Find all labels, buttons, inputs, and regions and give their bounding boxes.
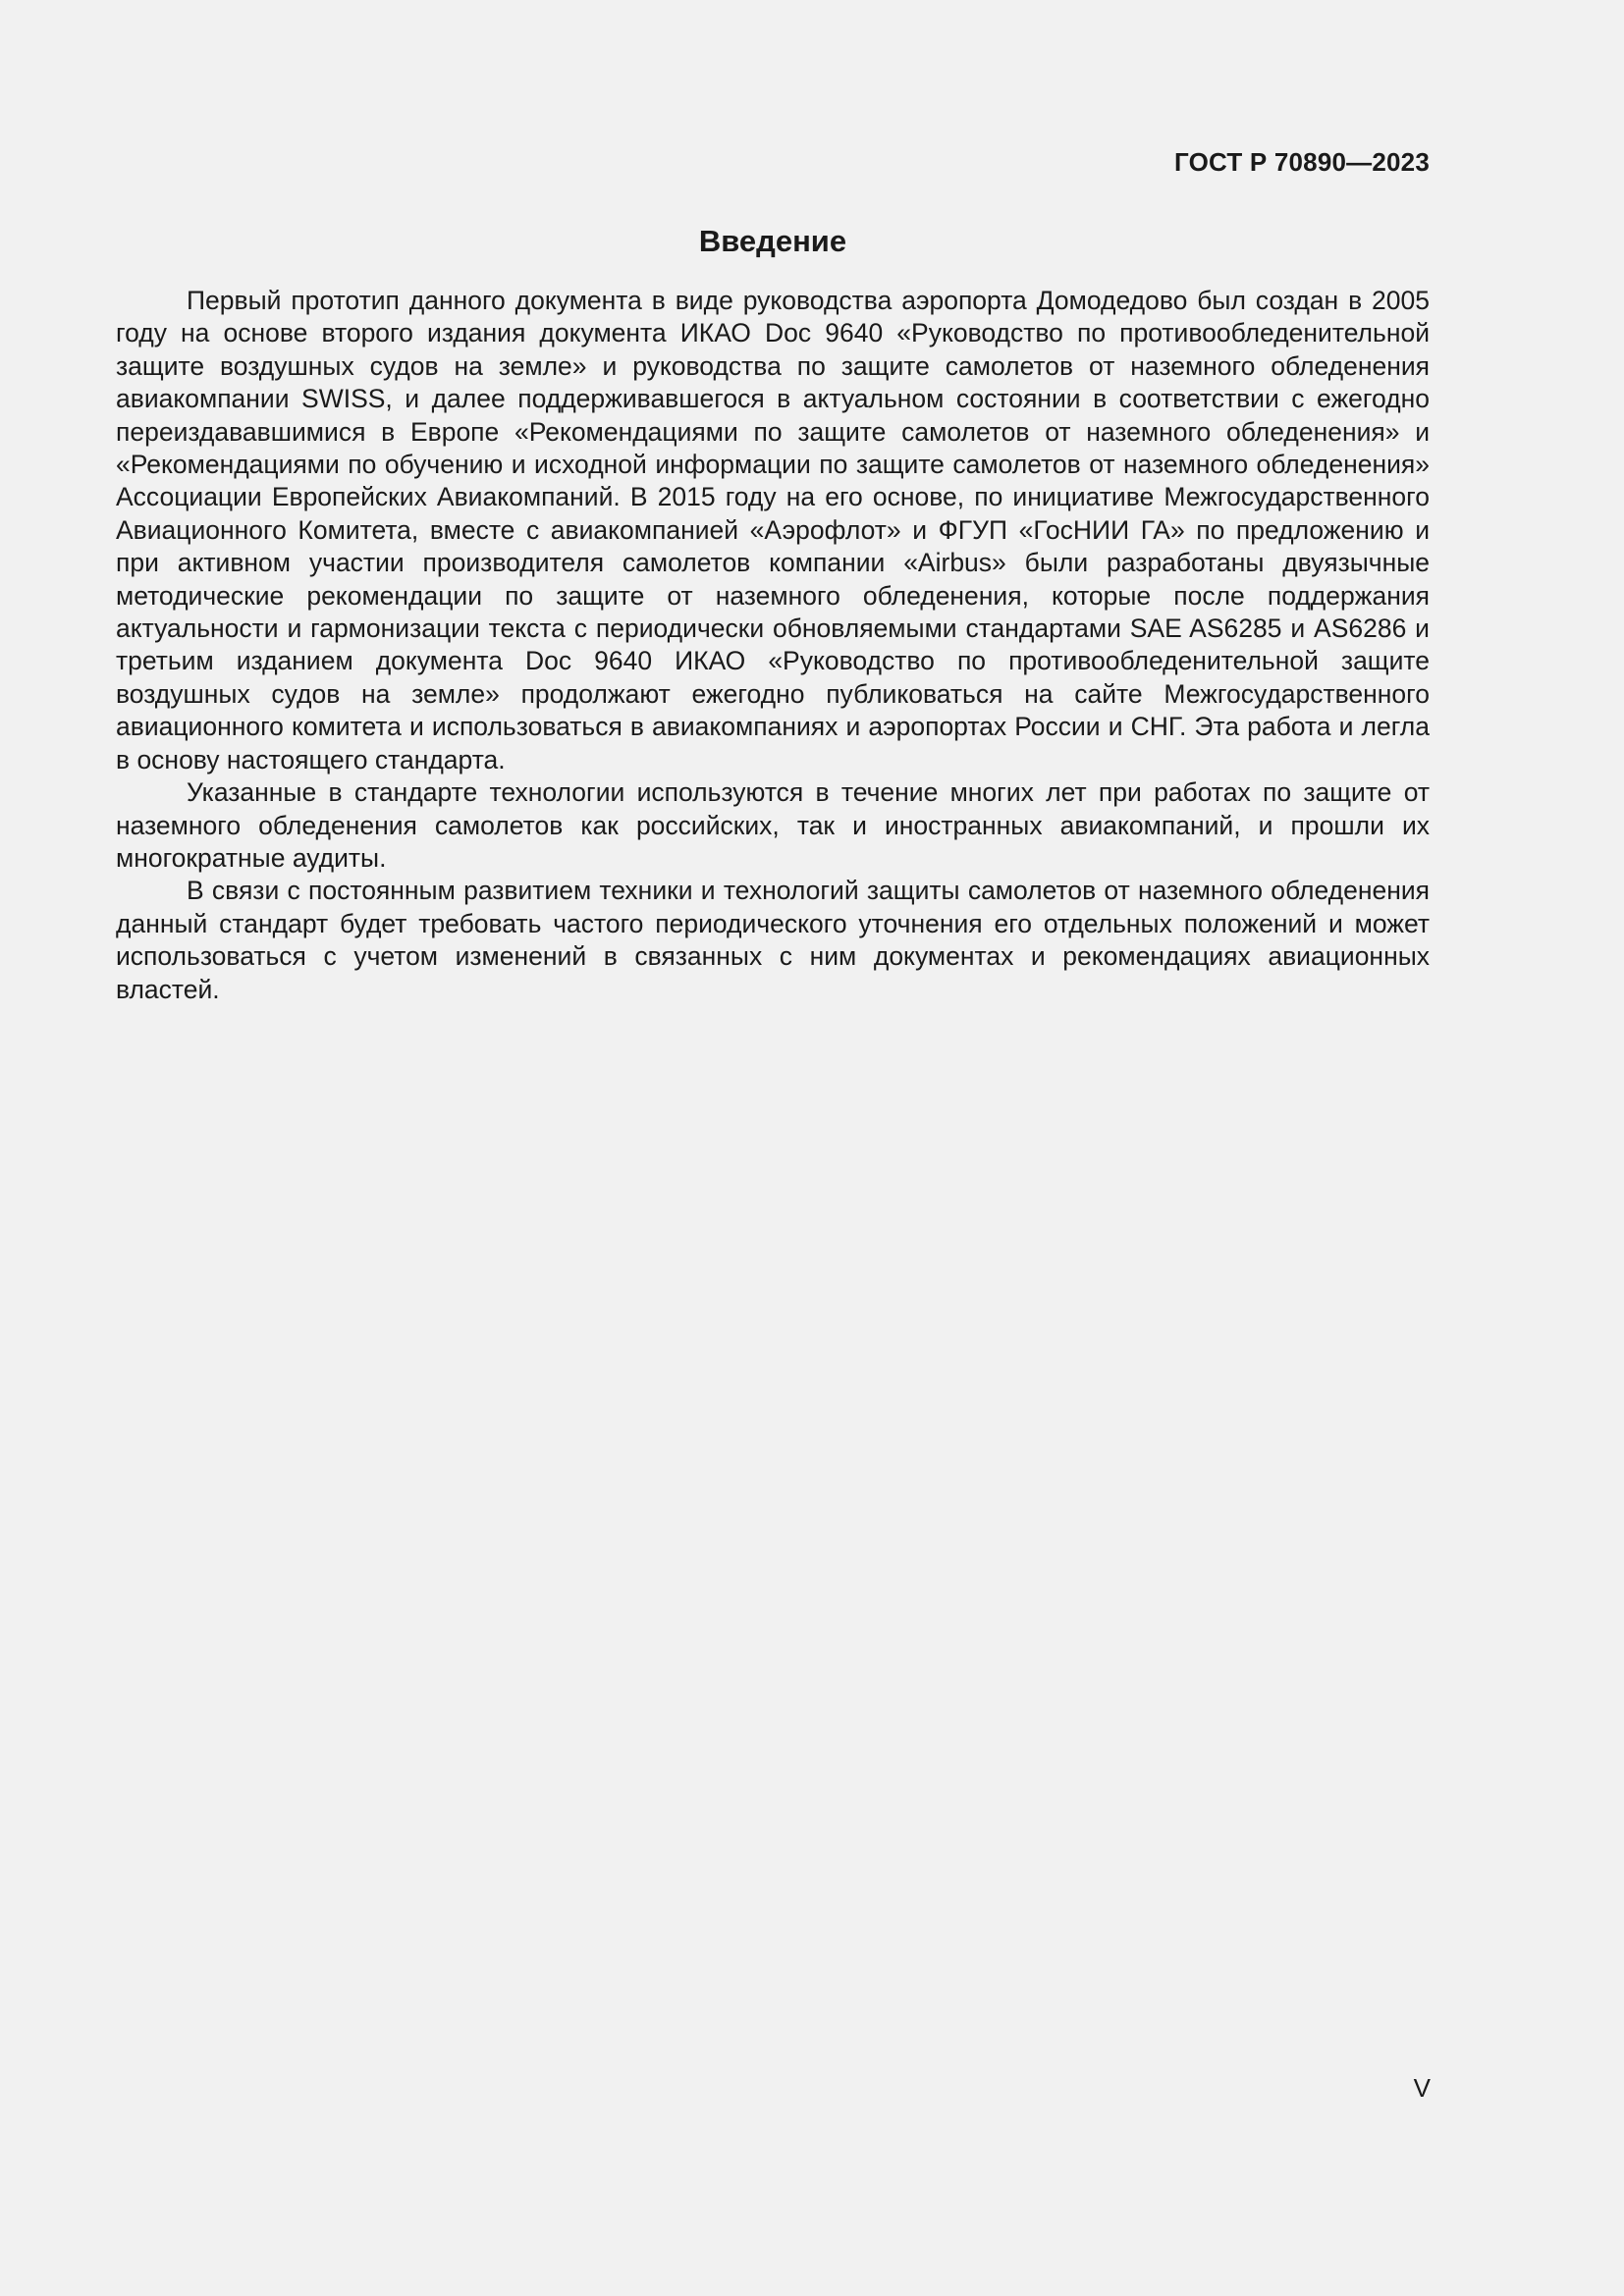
paragraph: Указанные в стандарте технологии используются в течение многих лет при работах по защите от наземного обледенения самолетов как российских, так и иностранных авиакомпаний, и прошли их многократные аудиты. xyxy=(116,777,1430,873)
section-body xyxy=(116,285,1430,1006)
paragraph: Первый прототип данного документа в виде руководства аэропорта Домодедово был создан в 2005 году на основе второго издания документа ИКАО Doc 9640 «Руководство по противообледенительной защите воздушных судов на земле» и руководства по защите самолетов от наземного обледенения авиакомпании SWISS, и далее поддерживавшегося в актуальном состоянии в соответствии с ежегодно переиздававшимися в Европе «Рекомендациями по защите самолетов от наземного обледенения» и «Рекомендациями по обучению и исходной информации по защите самолетов от наземного обледенения» Ассоциации Европейских Авиакомпаний. В 2015 году на его основе, по инициативе Межгосударственного Авиационного Комитета, вместе с авиакомпанией «Аэрофлот» и ФГУП «ГосНИИ ГА» по предложению и при активном участии производителя самолетов компании «Airbus» были разработаны двуязычные методические рекомендации по защите от наземного обледенения, которые после поддержания актуальности и гармонизации текста с периодически обновляемыми стандартами SAE AS6285 и AS6286 и третьим изданием документа Doc 9640 ИКАО «Руководство по противообледенительной защите воздушных судов на земле» продолжают ежегодно публиковаться на сайте Межгосударственного авиационного комитета и использоваться в авиакомпаниях и аэропортах России и СНГ. Эта работа и легла в основу настоящего стандарта. xyxy=(116,286,1430,774)
paragraph: В связи с постоянным развитием техники и технологий защиты самолетов от наземного обледенения данный стандарт будет требовать частого периодического уточнения его отдельных положений и может использоваться с учетом изменений в связанных с ним документах и рекомендациях авиационных властей. xyxy=(116,876,1430,1004)
document-code: ГОСТ Р 70890—2023 xyxy=(1174,147,1430,177)
section-title: Введение xyxy=(698,224,847,258)
page-number: V xyxy=(1413,2073,1431,2103)
